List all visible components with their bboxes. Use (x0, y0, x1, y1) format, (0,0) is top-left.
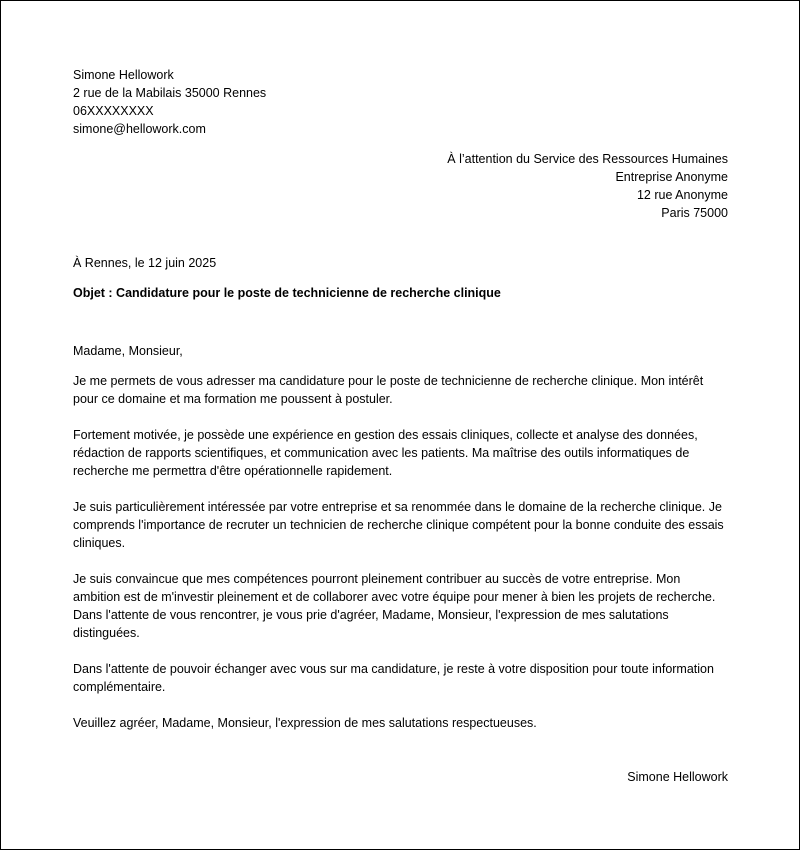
paragraph: Veuillez agréer, Madame, Monsieur, l'expression de mes salutations respectueuses. (73, 716, 537, 730)
signature: Simone Hellowork (627, 770, 728, 784)
subject-line: Objet : Candidature pour le poste de technicienne de recherche clinique (73, 286, 501, 300)
letter-body (73, 372, 729, 750)
recipient-street: 12 rue Anonyme (636, 188, 728, 202)
recipient-block (328, 150, 728, 222)
recipient-company: Entreprise Anonyme (615, 170, 728, 184)
paragraph: Je me permets de vous adresser ma candidature pour le poste de technicienne de recherche clinique. Mon intérêt pour ce domaine et ma formation me poussent à postuler. (73, 374, 704, 406)
recipient-city: Paris 75000 (661, 206, 728, 220)
salutation: Madame, Monsieur, (73, 344, 183, 358)
paragraph: Je suis convaincue que mes compétences pourront pleinement contribuer au succès de votre entreprise. Mon ambition est de m'investir pleinement et de collaborer avec votre équipe pour mener à bien les projets de recherche. Dans l'attente de vous rencontrer, je vous prie d'agréer, Madame, Monsieur, l'expression de mes salutations distinguées. (73, 572, 716, 640)
sender-block (73, 66, 473, 138)
paragraph: Dans l'attente de pouvoir échanger avec vous sur ma candidature, je reste à votre disposition pour toute information complémentaire. (73, 662, 714, 694)
paragraph: Fortement motivée, je possède une expérience en gestion des essais cliniques, collecte et analyse des données, rédaction de rapports scientifiques, et communication avec les patients. Ma maîtrise des outils informatiques de recherche me permettra d'être opérationnelle rapidement. (73, 428, 698, 478)
sender-phone: 06XXXXXXXX (73, 104, 154, 118)
paragraph: Je suis particulièrement intéressée par votre entreprise et sa renommée dans le domaine de la recherche clinique. Je comprends l'importance de recruter un technicien de recherche clinique compétent pour la bonne conduite des essais cliniques. (73, 500, 724, 550)
recipient-attention: À l’attention du Service des Ressources Humaines (447, 152, 728, 166)
sender-address: 2 rue de la Mabilais 35000 Rennes (73, 86, 267, 100)
sender-name: Simone Hellowork (73, 68, 174, 82)
sender-email: simone@hellowork.com (73, 122, 206, 136)
date-line: À Rennes, le 12 juin 2025 (73, 256, 217, 270)
